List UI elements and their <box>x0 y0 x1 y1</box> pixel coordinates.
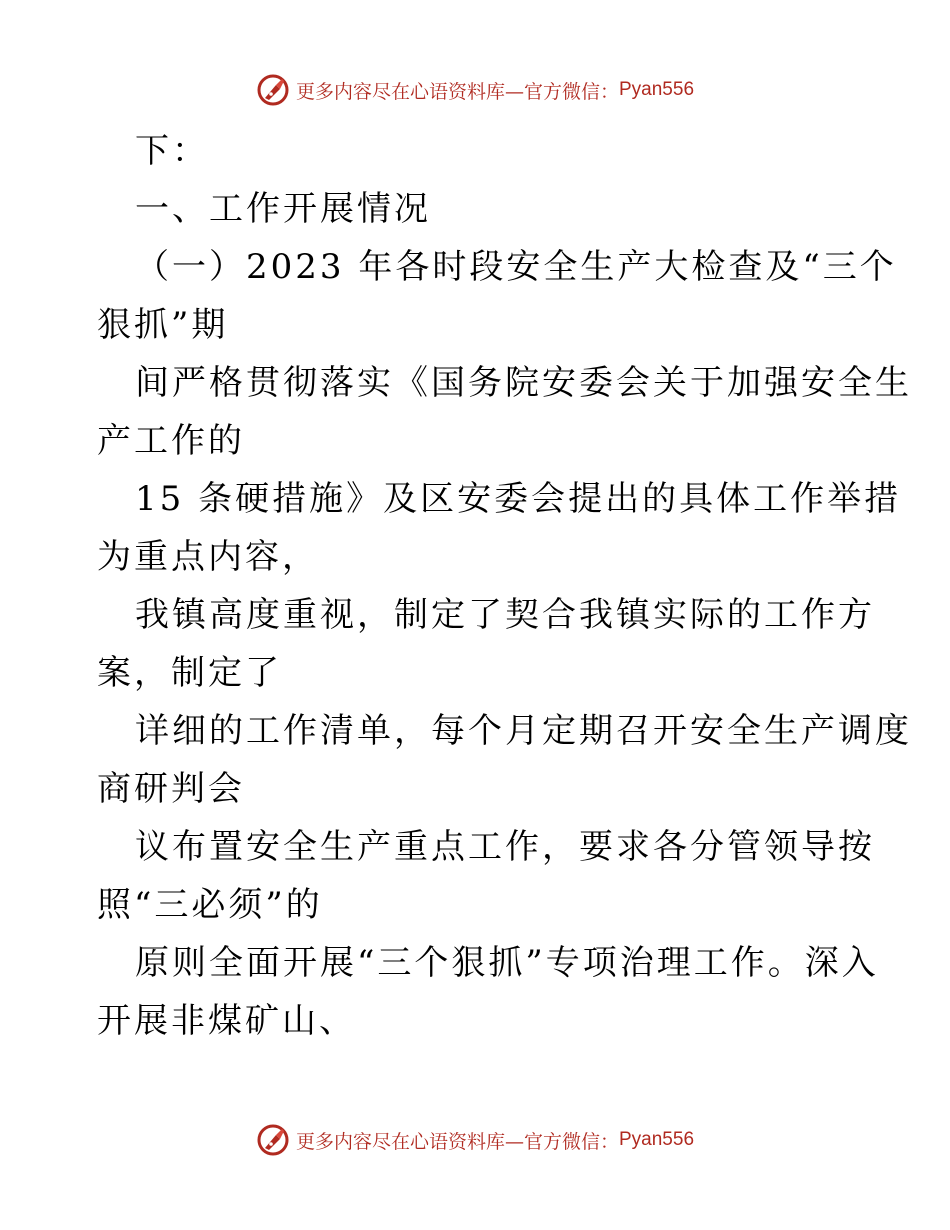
paragraph-line: 下： <box>135 131 209 171</box>
header-watermark <box>0 70 950 110</box>
paragraph-line: 15 条硬措施》及区安委会提出的具体工作举措 <box>135 479 902 519</box>
watermark-text: 更多内容尽在心语资料库—官方微信： <box>295 80 619 103</box>
paragraph-line: 议布置安全生产重点工作，要求各分管领导按 <box>135 827 875 867</box>
paragraph-line: 我镇高度重视，制定了契合我镇实际的工作方 <box>135 595 875 635</box>
document-body <box>97 122 912 1050</box>
paragraph-line: 案，制定了 <box>97 653 282 693</box>
paragraph-line: （一）2023 年各时段安全生产大检查及“三个 <box>135 247 897 287</box>
pen-nib-logo-icon <box>256 1123 290 1157</box>
pen-nib-logo-icon <box>256 73 290 107</box>
paragraph-line: 商研判会 <box>97 769 245 809</box>
footer-watermark <box>0 1120 950 1160</box>
paragraph-line: 详细的工作清单，每个月定期召开安全生产调度 <box>135 711 912 751</box>
watermark-wechat-id: Pyan556 <box>619 79 695 100</box>
paragraph-line: 原则全面开展“三个狠抓”专项治理工作。深入 <box>135 943 879 983</box>
paragraph-line: 为重点内容， <box>97 537 319 577</box>
paragraph-line: 一、工作开展情况 <box>135 189 431 229</box>
paragraph-line: 产工作的 <box>97 421 245 461</box>
watermark-wechat-id: Pyan556 <box>619 1129 695 1150</box>
watermark-text: 更多内容尽在心语资料库—官方微信： <box>295 1130 619 1153</box>
paragraph-line: 照“三必须”的 <box>97 885 323 925</box>
paragraph-line: 间严格贯彻落实《国务院安委会关于加强安全生 <box>135 363 912 403</box>
paragraph-line: 开展非煤矿山、 <box>97 1001 356 1041</box>
paragraph-line: 狠抓”期 <box>97 305 229 345</box>
